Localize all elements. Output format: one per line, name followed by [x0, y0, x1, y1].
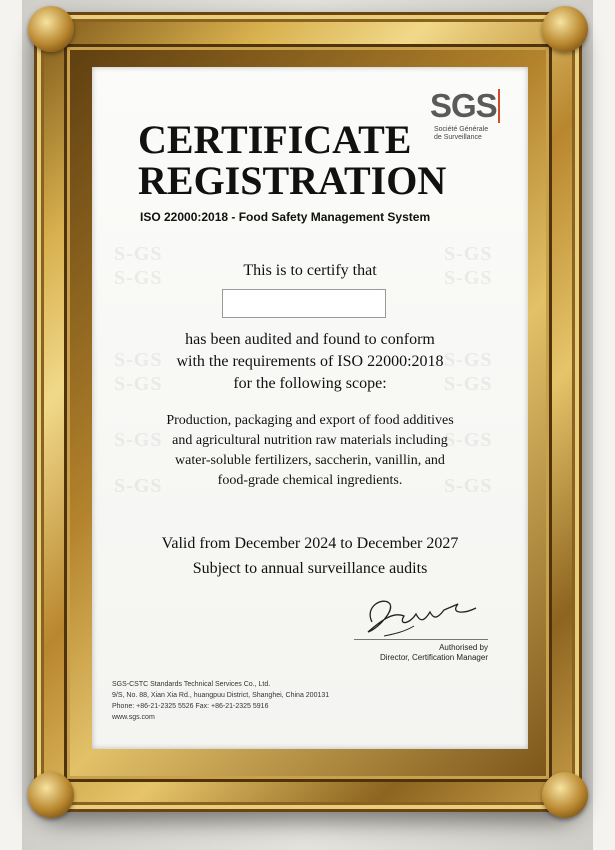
- watermark: S-GS: [444, 373, 493, 395]
- scope-line: food-grade chemical ingredients.: [217, 473, 403, 488]
- conformance-line: for the following scope:: [233, 375, 387, 392]
- frame-corner-ornament: [28, 772, 74, 818]
- watermark: S-GS: [114, 373, 163, 395]
- scope-statement: [92, 411, 528, 491]
- issuer-phone-fax: Phone: +86-21-2325 5526 Fax: +86-21-2325 5916: [112, 703, 269, 710]
- logo-subtitle-line: de Surveillance: [434, 134, 482, 141]
- scope-line: Production, packaging and export of food additives: [166, 413, 454, 428]
- wall-left: [0, 0, 22, 850]
- frame-corner-ornament: [542, 772, 588, 818]
- title-line: CERTIFICATE: [138, 117, 412, 162]
- watermark: S-GS: [444, 267, 493, 289]
- logo-subtitle-line: Société Générale: [434, 126, 489, 133]
- signature-line: [354, 639, 488, 640]
- standard-subtitle: ISO 22000:2018 - Food Safety Management System: [140, 210, 431, 224]
- issuer-website: www.sgs.com: [112, 714, 155, 721]
- certificate-paper: [92, 67, 528, 749]
- certificate-title: [138, 119, 446, 201]
- signatory-line: Authorised by: [439, 643, 488, 652]
- sgs-logo-text: SGS: [430, 89, 500, 123]
- scope-line: and agricultural nutrition raw materials including: [172, 433, 448, 448]
- organization-name-box: [222, 289, 386, 318]
- watermark: S-GS: [114, 349, 163, 371]
- wall-right: [593, 0, 615, 850]
- issuer-address: 9/S, No. 88, Xian Xia Rd., huangpuu District, Shanghei, China 200131: [112, 692, 330, 699]
- watermark: S-GS: [114, 243, 163, 265]
- title-line: REGISTRATION: [138, 158, 447, 203]
- conformance-line: has been audited and found to conform: [185, 331, 435, 348]
- validity-period: Valid from December 2024 to December 2027: [161, 535, 459, 552]
- watermark: S-GS: [444, 475, 493, 497]
- watermark: S-GS: [114, 267, 163, 289]
- watermark: S-GS: [444, 243, 493, 265]
- conformance-line: with the requirements of ISO 22000:2018: [176, 353, 444, 370]
- watermark: S-GS: [114, 475, 163, 497]
- validity-block: [92, 531, 528, 581]
- signatory-line: Director, Certification Manager: [379, 653, 488, 662]
- conformance-statement: [92, 329, 528, 395]
- watermark: S-GS: [444, 349, 493, 371]
- watermark: S-GS: [114, 429, 163, 451]
- frame-corner-ornament: [542, 6, 588, 52]
- issuer-name: SGS-CSTC Standards Technical Services Co., Ltd.: [112, 681, 271, 688]
- watermark: S-GS: [444, 429, 493, 451]
- issuer-details: [112, 679, 329, 723]
- surveillance-note: Subject to annual surveillance audits: [192, 560, 428, 577]
- signature-image: [354, 592, 488, 638]
- frame-corner-ornament: [28, 6, 74, 52]
- certify-text: This is to certify that: [243, 262, 377, 279]
- scope-line: water-soluble fertilizers, saccherin, vanillin, and: [175, 453, 445, 468]
- signatory-caption: [354, 643, 488, 663]
